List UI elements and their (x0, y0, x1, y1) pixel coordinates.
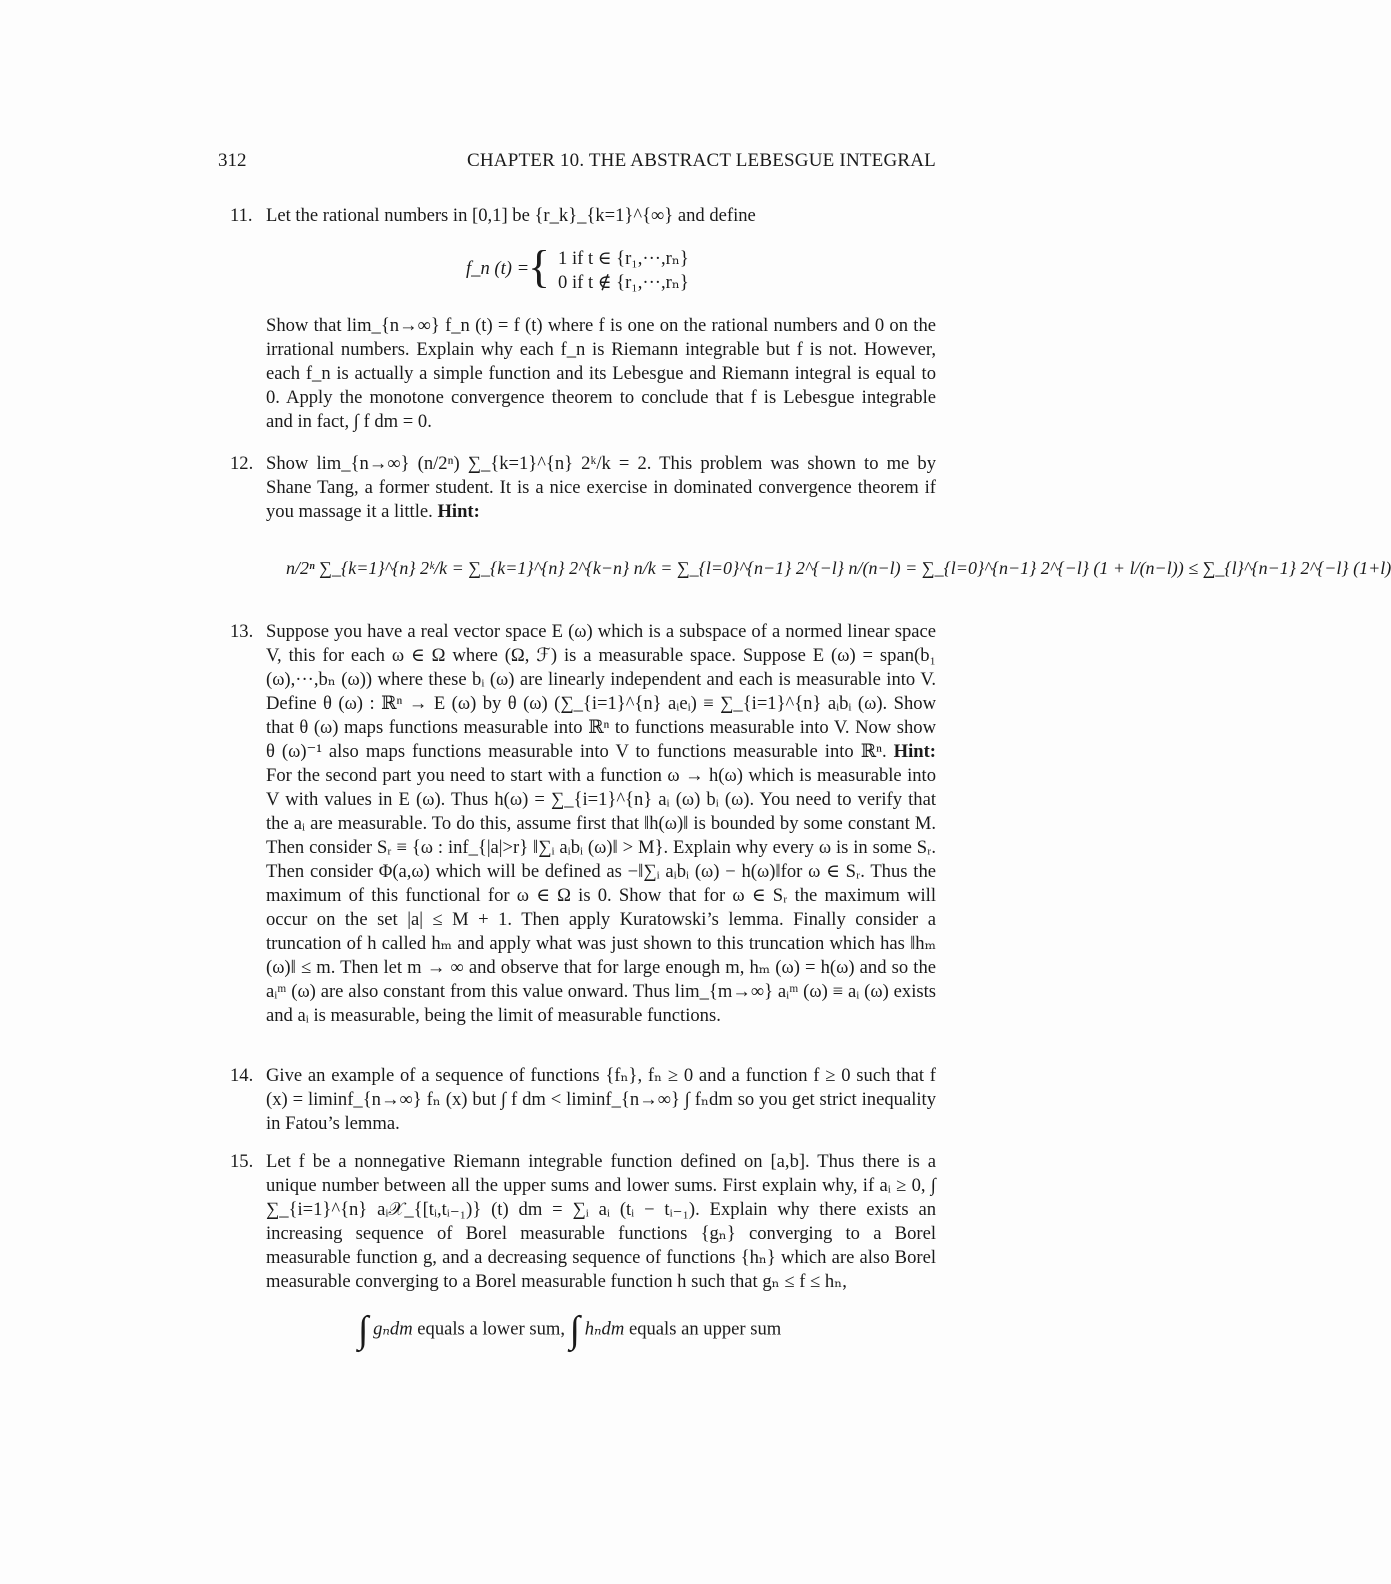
hint-text: For the second part you need to start with a function ω → h(ω) which is measurable into V with values in E (ω). Thus h(ω) = ∑_{i=1}^{n} aᵢ (ω) bᵢ (ω). You need to verify that the aᵢ are measurable. To do this, assume first that ‖h(ω)‖ is bounded by some constant M. Then consider Sᵣ ≡ {ω : inf_{|a|>r} ‖∑ᵢ aᵢbᵢ (ω)‖ > M}. Explain why every ω is in some Sᵣ. Then consider Φ(a,ω) which will be defined as −‖∑ᵢ aᵢbᵢ (ω) − h(ω)‖for ω ∈ Sᵣ. Thus the maximum of this functional for ω ∈ Ω is 0. Show that for ω ∈ Sᵣ the maximum will occur on the set |a| ≤ M + 1. Then apply Kuratowski’s lemma. Finally consider a truncation of h called hₘ and apply what was just shown to this truncation which has ‖hₘ (ω)‖ ≤ m. Then let m → ∞ and observe that for large enough m, hₘ (ω) = h(ω) and so the aᵢᵐ (ω) are also constant from this value onward. Thus lim_{m→∞} aᵢᵐ (ω) ≡ aᵢ (ω) exists and aᵢ is measurable, being the limit of measurable functions. (266, 765, 936, 1026)
problem-label: 15. (230, 1151, 254, 1172)
problem-12 (218, 452, 936, 524)
case-one: 1 if t ∈ {r₁,···,rₙ} (558, 248, 689, 269)
problem-13 (218, 620, 936, 1028)
hint-label: Hint: (893, 741, 936, 762)
upper-sum-text: equals an upper sum (628, 1318, 782, 1340)
hint-label: Hint: (437, 501, 480, 522)
upper-integrand: hₙdm (584, 1318, 625, 1340)
cases-equation (466, 241, 736, 300)
problem-11 (218, 204, 936, 228)
problem-label: 14. (230, 1065, 254, 1086)
integral-symbol: ∫ (569, 1309, 581, 1351)
problem-statement: Show lim_{n→∞} (n/2ⁿ) ∑_{k=1}^{n} 2ᵏ/k = 2. This problem was shown to me by Shane Tang, a former student. It is a nice exercise in dominated convergence theorem if you massage it a little. (266, 453, 936, 522)
problem-statement: Suppose you have a real vector space E (ω) which is a subspace of a normed linear space V, this for each ω ∈ Ω where (Ω, ℱ) is a measurable space. Suppose E (ω) = span(b₁ (ω),···,bₙ (ω)) where these bᵢ (ω) are linearly independent and each is measurable into V. Define θ (ω) : ℝⁿ → E (ω) by θ (ω) (∑_{i=1}^{n} aᵢeᵢ) ≡ ∑_{i=1}^{n} aᵢbᵢ (ω). Show that θ (ω) maps functions measurable into ℝⁿ to functions measurable into V. Now show θ (ω)⁻¹ also maps functions measurable into V to functions measurable into ℝⁿ. (266, 621, 936, 762)
problem-11-body (218, 314, 936, 434)
problem-text: Show that lim_{n→∞} f_n (t) = f (t) where f is one on the rational numbers and 0 on the irrational numbers. Explain why each f_n is Riemann integrable but f is not. However, each f_n is actually a simple function and its Lebesgue and Riemann integral is equal to 0. Apply the monotone convergence theorem to conclude that f is Lebesgue integrable and in fact, ∫ f dm = 0. (266, 315, 936, 432)
case-two: 0 if t ∉ {r₁,···,rₙ} (558, 272, 689, 293)
sum-equation-text: n/2ⁿ ∑_{k=1}^{n} 2ᵏ/k = ∑_{k=1}^{n} 2^{k−n} n/k = ∑_{l=0}^{n−1} 2^{−l} n/(n−l) = ∑_{l=0}^{n−1} 2^{−l} (1 + l/(n−l)) ≤ ∑_{l}^{n−1} 2^{−l} (1+l) (286, 558, 1391, 578)
page-number: 312 (218, 150, 247, 171)
problem-text (266, 452, 936, 524)
problem-label: 11. (230, 205, 253, 226)
sum-equation (286, 540, 1391, 596)
problem-text: Let f be a nonnegative Riemann integrable function defined on [a,b]. Thus there is a unique number between all the upper sums and lower sums. First explain why, if aᵢ ≥ 0, ∫ ∑_{i=1}^{n} aᵢ𝒳_{[tᵢ,tᵢ₋₁)} (t) dm = ∑ᵢ aᵢ (tᵢ − tᵢ₋₁). Explain why there exists an increasing sequence of Borel measurable functions {gₙ} converging to a Borel measurable function g, and a decreasing sequence of functions {hₙ} which are also Borel measurable converging to a Borel measurable function h such that gₙ ≤ f ≤ hₙ, (266, 1151, 936, 1292)
problem-label: 12. (230, 453, 254, 474)
lower-integrand: gₙdm (373, 1318, 413, 1340)
page-header (218, 150, 936, 174)
problem-14 (218, 1064, 936, 1136)
integral-display (358, 1308, 858, 1358)
problem-intro: Let the rational numbers in [0,1] be {r_k}_{k=1}^{∞} and define (266, 205, 756, 226)
integral-symbol: ∫ (358, 1309, 369, 1351)
problem-label: 13. (230, 621, 254, 642)
chapter-title: CHAPTER 10. THE ABSTRACT LEBESGUE INTEGRAL (467, 150, 936, 171)
problem-15 (218, 1150, 936, 1294)
lower-sum-text: equals a lower sum, (417, 1318, 565, 1340)
problem-text: Give an example of a sequence of functions {fₙ}, fₙ ≥ 0 and a function f ≥ 0 such that f (x) = liminf_{n→∞} fₙ (x) but ∫ f dm < liminf_{n→∞} ∫ fₙdm so you get strict inequality in Fatou’s lemma. (266, 1065, 936, 1134)
problem-text (266, 620, 936, 1028)
left-brace: { (528, 241, 551, 292)
equation-lhs: f_n (t) = (466, 258, 530, 279)
